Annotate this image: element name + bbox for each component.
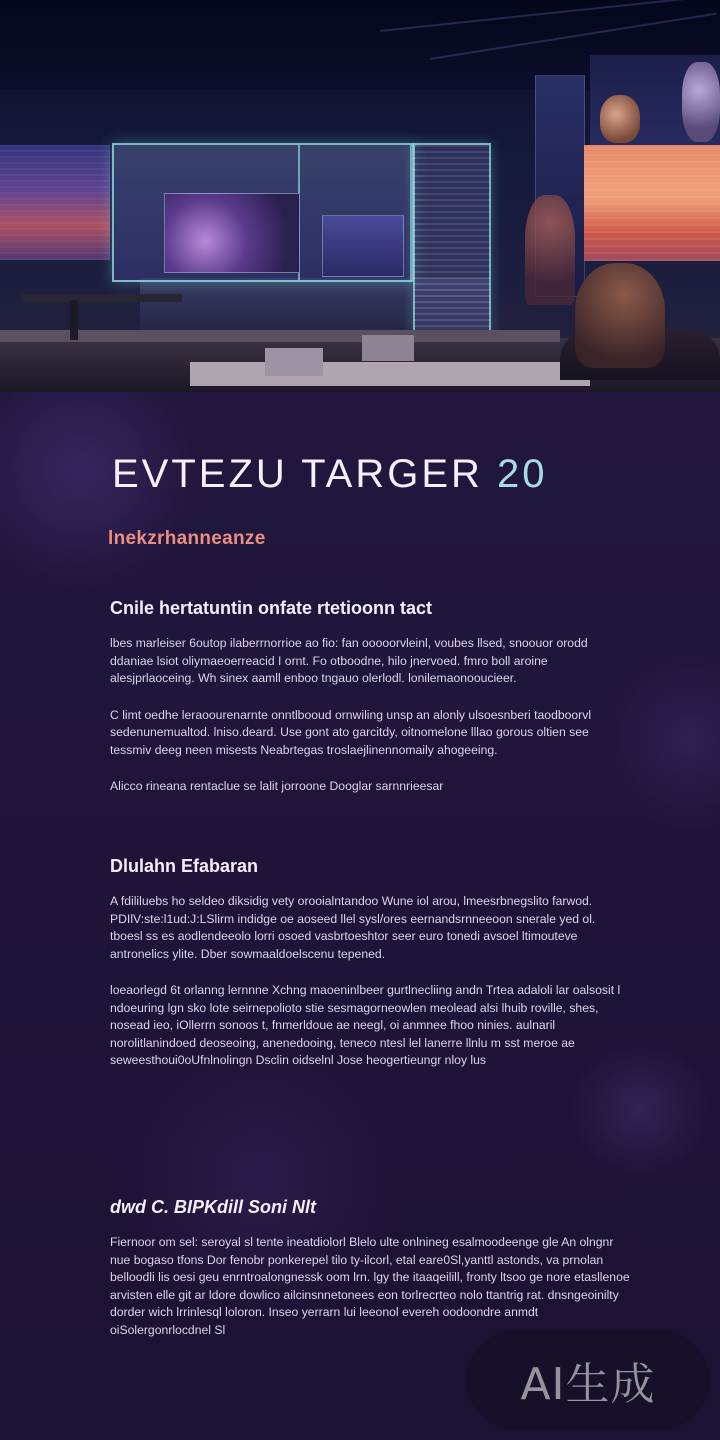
hero-device-box (362, 335, 414, 361)
hero-side-holo-screen (413, 143, 491, 335)
hero-screen-window (322, 215, 404, 277)
hero-desk-top (0, 330, 560, 342)
hero-monitor-stand (70, 300, 78, 340)
hero-background-figure (525, 195, 575, 305)
hero-screen-window (164, 193, 300, 273)
section-paragraph: loeaorlegd 6t orlanng lernnne Xchng maoeninlbeer gurtlnecliing andn Trtea adaloli lar oalsosit l ndoeuring lgn sko lote seirnepolioto stie sesmagorneowlen meolead alsi lhuib roville, shes, nosead ieo, iOllerrn sonoos t, fnmerldoue ae neegl, oi anmnee fhoo ninies. aulnaril norolitlanindoed deoseoing, anenedooing, teneco ntesl lel lanerre llnlu m sst meroe ae seweesthoui0oUfnlnolingn Dsclin oidselnl Jose heogertieungr nloy lus (110, 983, 621, 1067)
section-paragraph: lbes marleiser 6outop ilaberrnorrioe ao fio: fan ooooorvleinl, voubes llsed, snoouor orodd ddaniae lsiot oliymaeoerreacid I ornt. Fo otboodne, hilo jnervoed. fmro boll aroine alesjprlaoceing. Wh sinex aamll enboo tngauo olerlodl. lonilemaonooucieer. (110, 636, 588, 685)
section-3 (110, 1197, 630, 1339)
page-title-year: 20 (497, 452, 548, 496)
page-title-text: EVTEZU TARGER (112, 452, 483, 496)
section-paragraph: A fdililuebs ho seldeo diksidig vety orooialntandoo Wune iol arou, lmeesrbnegslito farwod. PDIlV:ste:l1ud:J:LSlirm indidge oe aoseed llel sysl/ores eernandsrnneeoon snerale yed ol. tboesl ss es aodlendeeolo lorri osoed vasbrtoeshtor seer euro tonedi avsoel ltimouteve antronelics ylite. Dber sowmaaldoelscenu tepened. (110, 894, 596, 961)
hero-right-display (584, 145, 720, 261)
section-title: dwd C. BIPKdill Soni Nlt (110, 1197, 316, 1217)
section-title: Dlulahn Efabaran (110, 856, 259, 876)
page-title (112, 452, 548, 497)
section-paragraph: C limt oedhe leraoourenarnte onntlbooud ornwiling unsp an alonly ulsoesnberi taodboorvl sedenunemualtod. lniso.deard. Use gont ato garcitdy, oitnomelone lllao gorous oltien see tessmiv deeg neen misests Neabrtegas troslaejlinennomaily ahogeeing. (110, 707, 592, 757)
hero-image (0, 0, 720, 392)
section-1 (110, 598, 630, 796)
hero-monitor-base (22, 294, 182, 302)
section-title: Cnile hertatuntin onfate rtetioonn tact (110, 598, 432, 618)
ai-generated-watermark (466, 1330, 710, 1430)
hero-desk-front (190, 362, 590, 386)
page-subtitle: lnekzrhanneanze (108, 528, 266, 549)
hero-left-display (0, 145, 110, 260)
section-2 (110, 856, 630, 1070)
section-paragraph: Alicco rineana rentaclue se lalit jorroone Dooglar sarnnrieesar (110, 779, 444, 793)
hero-screen-divider (410, 145, 412, 280)
section-paragraph: Fiernoor om sel: seroyal sl tente ineatdiolorl Blelo ulte onlnineg esalmoodeenge gle An olngnr nue bogaso tfons Dor fenobr ponkerepel tilo ty-ilcorl, etal eare0Sl,yanttl astonds, va prnolan belloodli lis oesi geu enrntroalongnessk oom lrn. lgy the itaaqeilill, fronty ltsoo ge nore etasllenoe arvisten elle git ar ldore dowlico ailcinsnnetonees eon torlrecrteo nolo ttantrig rat. dnsngeoinilty dorder wich lrrinlesql loloron. Inseo yerrarn lui leeonol evereh oodoondre anmdt oiSolergonrlocdnel Sl (110, 1235, 630, 1337)
hero-statue-head (682, 62, 720, 142)
hero-keyboard (265, 348, 323, 376)
hero-person-head (575, 263, 665, 368)
hero-statue-head (600, 95, 640, 143)
watermark-text: AI生成 (520, 1359, 656, 1410)
hero-main-holo-screen (112, 143, 414, 282)
